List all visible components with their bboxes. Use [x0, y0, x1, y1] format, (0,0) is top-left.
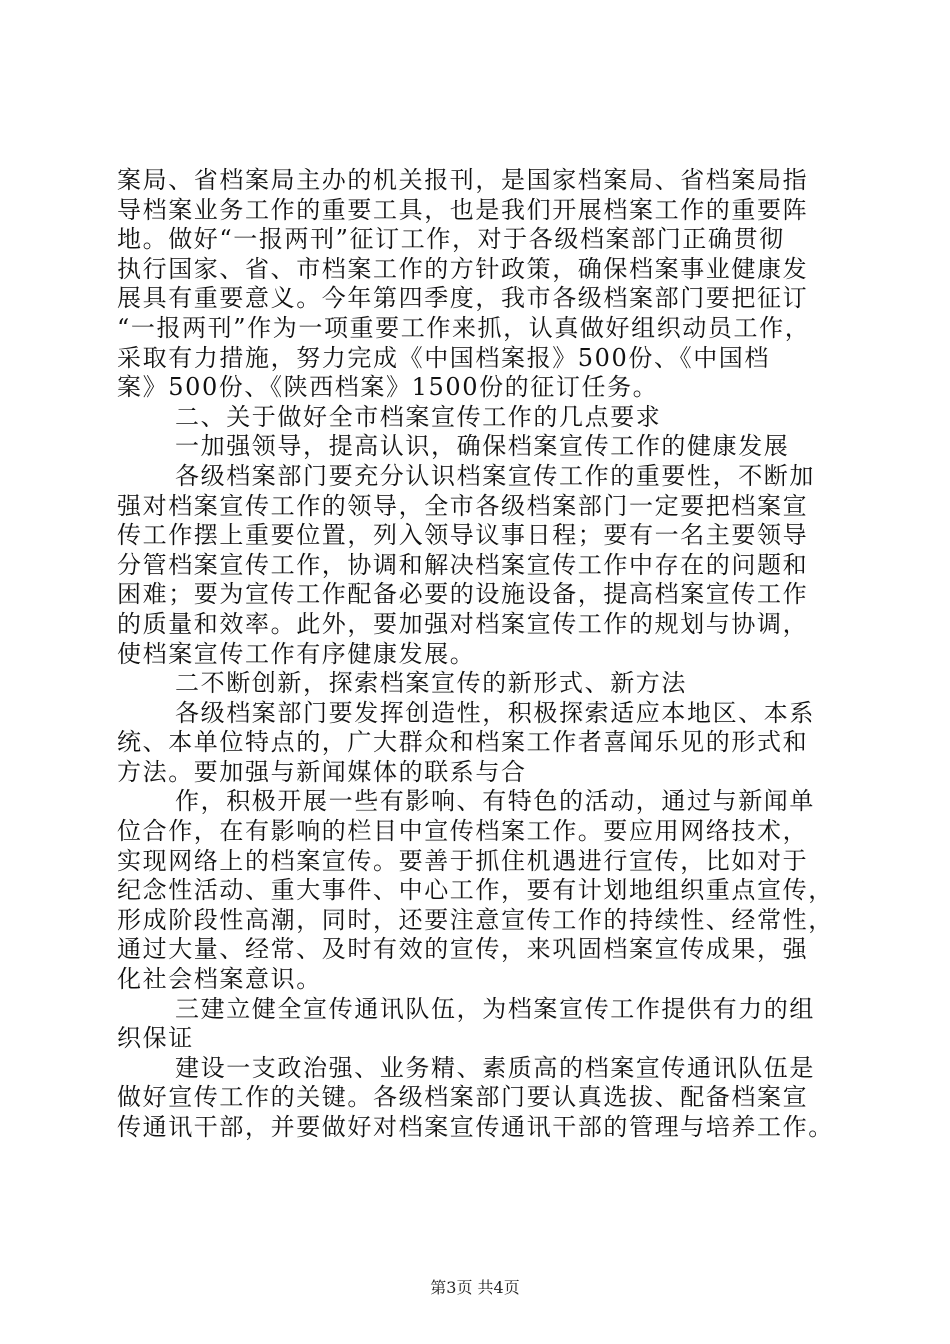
text-line: “一报两刊”作为一项重要工作来抓，认真做好组织动员工作， [117, 313, 811, 342]
text-line: 三建立健全宣传通讯队伍，为档案宣传工作提供有力的组 [175, 994, 815, 1023]
text-line: 传工作摆上重要位置，列入领导议事日程；要有一名主要领导 [117, 521, 809, 550]
text-line: 作，积极开展一些有影响、有特色的活动，通过与新闻单 [175, 787, 815, 816]
text-line: 形成阶段性高潮，同时，还要注意宣传工作的持续性、经常性， [117, 905, 834, 934]
text-line: 做好宣传工作的关键。各级档案部门要认真选拔、配备档案宣 [117, 1083, 809, 1112]
text-line: 案局、省档案局主办的机关报刊，是国家档案局、省档案局指 [117, 166, 809, 194]
text-line: 案》500份、《陕西档案》1500份的征订任务。 [117, 373, 659, 402]
text-line: 执行国家、省、市档案工作的方针政策，确保档案事业健康发 [117, 254, 809, 283]
text-line: 织保证 [117, 1024, 194, 1053]
text-line: 化社会档案意识。 [117, 965, 322, 994]
text-line: 分管档案宣传工作，协调和解决档案宣传工作中存在的问题和 [117, 550, 809, 579]
document-body [117, 166, 843, 1143]
text-line: 方法。要加强与新闻媒体的联系与合 [117, 757, 527, 786]
text-line: 困难；要为宣传工作配备必要的设施设备，提高档案宣传工作 [117, 580, 809, 609]
text-line: 纪念性活动、重大事件、中心工作，要有计划地组织重点宣传， [117, 876, 834, 905]
text-line: 实现网络上的档案宣传。要善于抓住机遇进行宣传，比如对于 [117, 846, 809, 875]
text-line: 二不断创新，探索档案宣传的新形式、新方法 [175, 669, 687, 698]
text-line: 各级档案部门要充分认识档案宣传工作的重要性，不断加 [175, 461, 815, 490]
text-line: 使档案宣传工作有序健康发展。 [117, 639, 476, 668]
text-line: 一加强领导，提高认识，确保档案宣传工作的健康发展 [175, 432, 790, 461]
text-line: 地。做好“一报两刊”征订工作，对于各级档案部门正确贯彻 [117, 225, 785, 254]
text-line: 二、关于做好全市档案宣传工作的几点要求 [175, 402, 662, 431]
text-line: 传通讯干部，并要做好对档案宣传通讯干部的管理与培养工作。 [117, 1113, 834, 1141]
text-line: 展具有重要意义。今年第四季度，我市各级档案部门要把征订 [117, 284, 809, 313]
text-line: 采取有力措施，努力完成《中国档案报》500份、《中国档 [117, 343, 771, 372]
text-line: 统、本单位特点的，广大群众和档案工作者喜闻乐见的形式和 [117, 728, 809, 757]
text-line: 通过大量、经常、及时有效的宣传，来巩固档案宣传成果，强 [117, 935, 809, 964]
text-line: 导档案业务工作的重要工具，也是我们开展档案工作的重要阵 [117, 195, 809, 224]
text-line: 的质量和效率。此外，要加强对档案宣传工作的规划与协调， [117, 609, 809, 638]
text-line: 建设一支政治强、业务精、素质高的档案宣传通讯队伍是 [175, 1053, 815, 1082]
text-line: 各级档案部门要发挥创造性，积极探索适应本地区、本系 [175, 698, 815, 727]
page-footer: 第3页 共4页 [430, 1278, 520, 1297]
text-line: 位合作，在有影响的栏目中宣传档案工作。要应用网络技术， [117, 817, 809, 846]
text-line: 强对档案宣传工作的领导，全市各级档案部门一定要把档案宣 [117, 491, 809, 520]
